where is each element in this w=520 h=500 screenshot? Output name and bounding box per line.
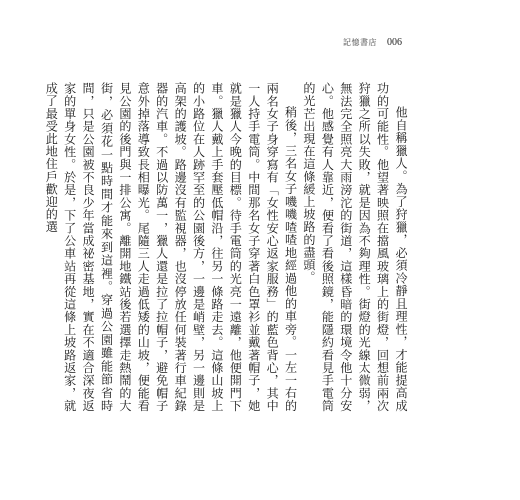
body-text-block bbox=[44, 82, 410, 412]
book-title: 記憶書店 bbox=[343, 38, 377, 47]
vertical-body-text bbox=[44, 82, 410, 412]
page-number: 006 bbox=[387, 37, 402, 48]
paragraph: 稍後，三名女子嘰嘰喳喳地經過他的車旁。一左一右的兩名女子身穿寫有「女性安心返家服務」的藍色背心，其中一人持手電筒。中間那名女子穿著白色罩衫並戴著帽子，她就是獵人今晚的目標。待手電筒的光亮一遠離，他便開門下車。獵人戴上手套壓低帽沿，往另一條路走去。這條山坡上的小路位在人跡罕至的公園後方，一邊是峭壁，另一邊則是高架的護坡。路邊沒有監視器，也沒停放任何裝著行車紀錄器的汽車。不過以防萬一，獵人還是拉了拉帽子，避免帽子意外掉落導致長相曝光。尾隨三人走過低矮的山坡，便能看見公園的後門與一排公寓。離開地鐵站後若選擇走熱鬧的大街，必須花一點時間才能來到這裡。穿過公園雖能節省時間，只是公園被不良少年當成祕密基地，實在不適合深夜返家的單身女性。於是，下了公車站再從這條上坡路返家，就成了最受此地住戶歡迎的選 bbox=[44, 82, 298, 412]
paragraph: 他自稱獵人。為了狩獵，必須冷靜且理性，才能提高成功的可能性。他望著映照在擋風玻璃上的街燈，回想前兩次狩獵之所以失敗，就是因為不夠理性。街燈的光線太微弱，無法完全照亮大雨滂沱的街道，這樣昏暗的環境令他十分安心。他感覺有人靠近，便看了看後照鏡，能隱約看見手電筒的光芒出現在這條緩上坡路的盡頭。 bbox=[301, 82, 408, 412]
running-head bbox=[343, 37, 402, 48]
